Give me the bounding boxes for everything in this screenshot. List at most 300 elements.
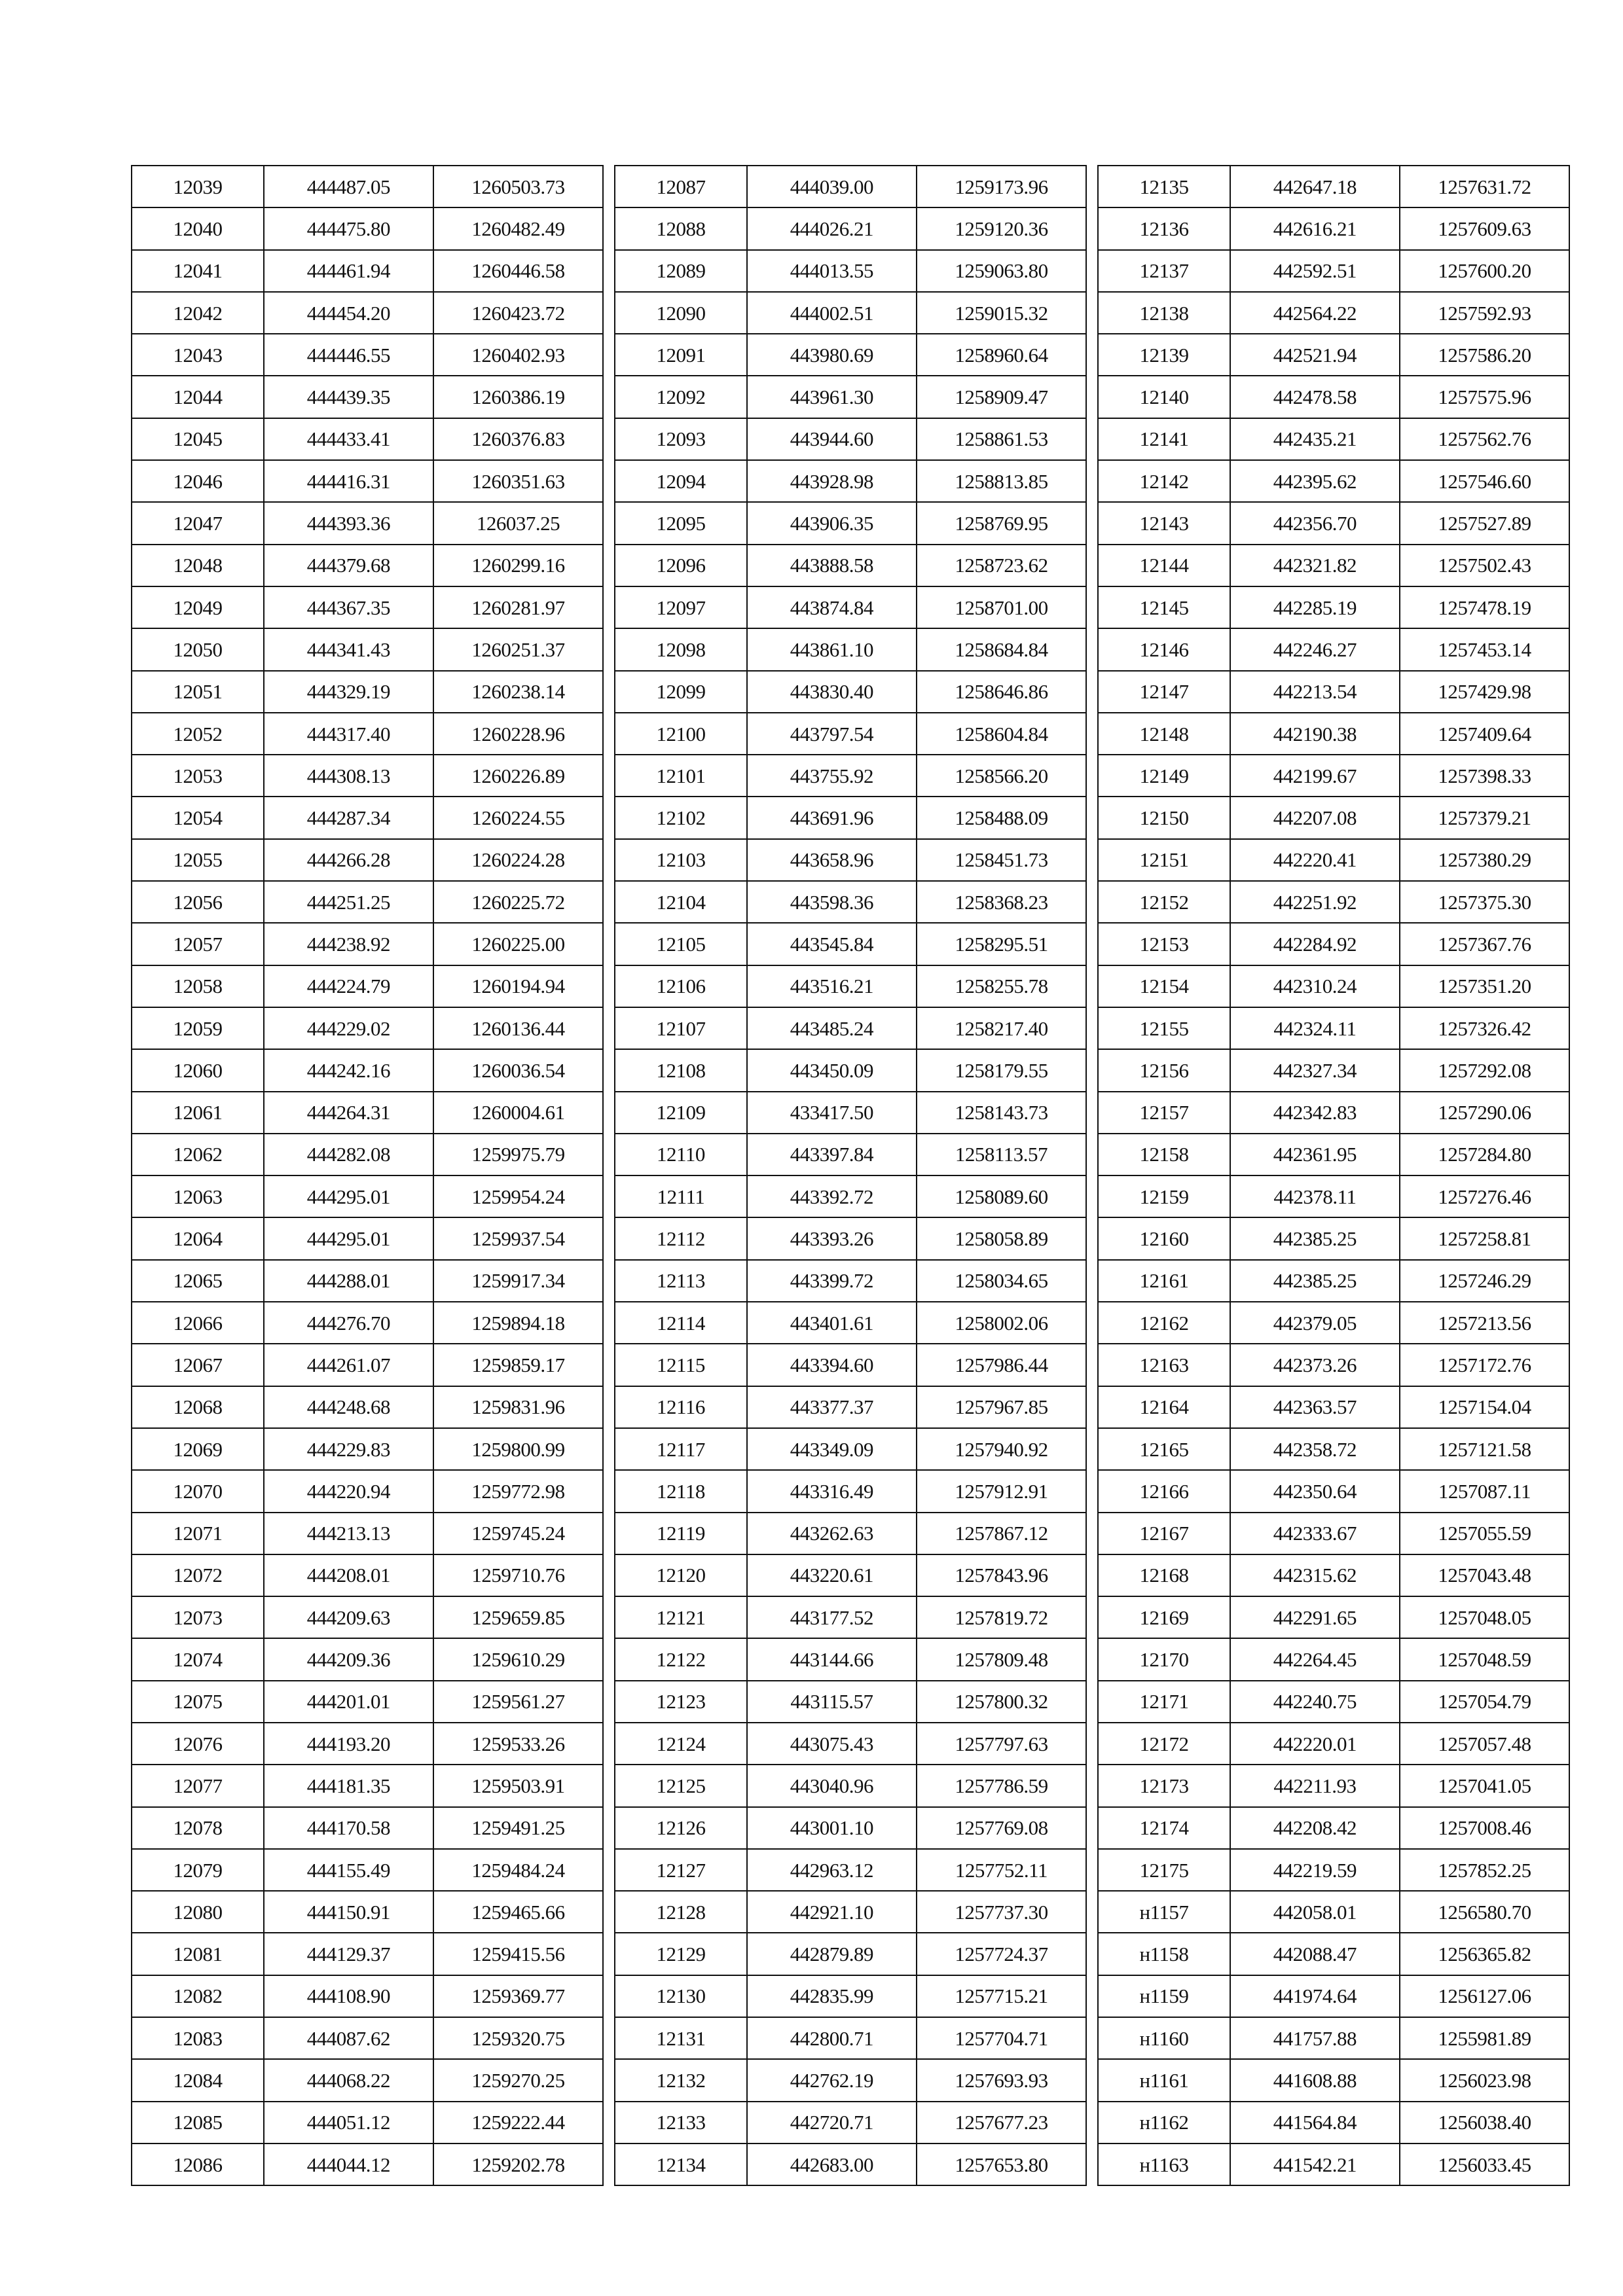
- point-number: 12133: [615, 2102, 747, 2144]
- table-row: [132, 1092, 603, 1134]
- point-number: н1163: [1098, 2144, 1230, 2185]
- table-row: [1098, 460, 1569, 502]
- coordinate-x: 444108.90: [264, 1975, 433, 2017]
- coordinate-y: 1257867.12: [917, 1513, 1086, 1554]
- table-row: [1098, 2017, 1569, 2059]
- coordinate-x: 444367.35: [264, 586, 433, 628]
- coordinate-x: 444287.34: [264, 797, 433, 838]
- table-row: [1098, 2102, 1569, 2144]
- table-row: [1098, 418, 1569, 460]
- table-row: [132, 502, 603, 544]
- table-row: [132, 1175, 603, 1217]
- table-row: [1098, 797, 1569, 838]
- table-row: [615, 2102, 1086, 2144]
- point-number: 12157: [1098, 1092, 1230, 1134]
- coordinate-x: 443545.84: [747, 923, 917, 965]
- table-row: [132, 586, 603, 628]
- coordinate-y: 1260503.73: [433, 166, 603, 207]
- coordinate-y: 1258861.53: [917, 418, 1086, 460]
- table-row: [132, 965, 603, 1007]
- coordinate-x: 442521.94: [1230, 334, 1400, 376]
- table-row: [132, 1217, 603, 1259]
- point-number: 12105: [615, 923, 747, 965]
- coordinate-y: 1257172.76: [1400, 1344, 1569, 1386]
- coordinate-x: 443516.21: [747, 965, 917, 1007]
- table-row: [132, 1386, 603, 1428]
- table-row: [1098, 250, 1569, 292]
- coordinate-y: 1257379.21: [1400, 797, 1569, 838]
- point-number: н1157: [1098, 1891, 1230, 1933]
- coordinate-y: 1256023.98: [1400, 2059, 1569, 2101]
- table-row: [615, 1765, 1086, 1806]
- table-row: [615, 671, 1086, 713]
- coordinate-x: 444242.16: [264, 1049, 433, 1091]
- coordinate-x: 444129.37: [264, 1933, 433, 1975]
- table-row: [1098, 1933, 1569, 1975]
- coordinate-y: 1257008.46: [1400, 1807, 1569, 1849]
- point-number: 12060: [132, 1049, 264, 1091]
- point-number: 12150: [1098, 797, 1230, 838]
- coordinate-y: 126037.25: [433, 502, 603, 544]
- coordinate-x: 443144.66: [747, 1638, 917, 1680]
- coordinate-y: 1259415.56: [433, 1933, 603, 1975]
- point-number: 12145: [1098, 586, 1230, 628]
- coordinate-x: 443598.36: [747, 881, 917, 923]
- point-number: 12168: [1098, 1554, 1230, 1596]
- coordinate-y: 1260194.94: [433, 965, 603, 1007]
- table-row: [615, 2144, 1086, 2185]
- point-number: 12065: [132, 1260, 264, 1302]
- table-row: [615, 1554, 1086, 1596]
- coordinate-y: 1260386.19: [433, 376, 603, 418]
- coordinate-x: 442088.47: [1230, 1933, 1400, 1975]
- table-row: [132, 923, 603, 965]
- coordinate-x: 443220.61: [747, 1554, 917, 1596]
- coordinate-x: 442315.62: [1230, 1554, 1400, 1596]
- point-number: 12172: [1098, 1723, 1230, 1765]
- table-row: [132, 1260, 603, 1302]
- coordinate-x: 443001.10: [747, 1807, 917, 1849]
- table-row: [1098, 2059, 1569, 2101]
- point-number: 12045: [132, 418, 264, 460]
- coordinate-x: 443485.24: [747, 1007, 917, 1049]
- coordinate-x: 444308.13: [264, 755, 433, 797]
- table-row: [615, 292, 1086, 334]
- point-number: 12175: [1098, 1849, 1230, 1891]
- point-number: 12102: [615, 797, 747, 838]
- coordinate-x: 444248.68: [264, 1386, 433, 1428]
- coordinate-y: 1259772.98: [433, 1470, 603, 1512]
- coordinate-x: 444266.28: [264, 839, 433, 881]
- point-number: 12087: [615, 166, 747, 207]
- coordinate-x: 443980.69: [747, 334, 917, 376]
- coordinate-block-2: [614, 165, 1087, 2186]
- point-number: 12044: [132, 376, 264, 418]
- point-number: 12126: [615, 1807, 747, 1849]
- point-number: 12107: [615, 1007, 747, 1049]
- coordinate-x: 444087.62: [264, 2017, 433, 2059]
- table-row: [615, 418, 1086, 460]
- table-row: [615, 1344, 1086, 1386]
- table-row: [1098, 1134, 1569, 1175]
- coordinate-x: 442310.24: [1230, 965, 1400, 1007]
- table-row: [1098, 1470, 1569, 1512]
- table-row: [132, 1344, 603, 1386]
- table-row: [615, 1049, 1086, 1091]
- coordinate-x: 442285.19: [1230, 586, 1400, 628]
- coordinate-x: 444208.01: [264, 1554, 433, 1596]
- table-row: [615, 1386, 1086, 1428]
- point-number: 12048: [132, 545, 264, 586]
- coordinate-y: 1257852.25: [1400, 1849, 1569, 1891]
- point-number: 12156: [1098, 1049, 1230, 1091]
- point-number: 12131: [615, 2017, 747, 2059]
- point-number: 12085: [132, 2102, 264, 2144]
- coordinate-y: 1258604.84: [917, 713, 1086, 755]
- point-number: 12083: [132, 2017, 264, 2059]
- table-row: [132, 755, 603, 797]
- coordinate-x: 442647.18: [1230, 166, 1400, 207]
- point-number: 12094: [615, 460, 747, 502]
- coordinate-x: 441564.84: [1230, 2102, 1400, 2144]
- coordinate-y: 1259484.24: [433, 1849, 603, 1891]
- coordinate-y: 1259320.75: [433, 2017, 603, 2059]
- point-number: 12097: [615, 586, 747, 628]
- coordinate-x: 444229.02: [264, 1007, 433, 1049]
- coordinate-y: 1258217.40: [917, 1007, 1086, 1049]
- table-row: [615, 1513, 1086, 1554]
- coordinate-x: 443377.37: [747, 1386, 917, 1428]
- coordinate-x: 442199.67: [1230, 755, 1400, 797]
- coordinate-y: 1257154.04: [1400, 1386, 1569, 1428]
- coordinate-y: 1257478.19: [1400, 586, 1569, 628]
- point-number: 12073: [132, 1596, 264, 1638]
- coordinate-y: 1257715.21: [917, 1975, 1086, 2017]
- coordinate-y: 1258488.09: [917, 797, 1086, 838]
- table-row: [132, 2017, 603, 2059]
- coordinate-x: 433417.50: [747, 1092, 917, 1134]
- coordinate-x: 442058.01: [1230, 1891, 1400, 1933]
- coordinate-y: 1257575.96: [1400, 376, 1569, 418]
- coordinate-x: 443874.84: [747, 586, 917, 628]
- coordinate-y: 1257704.71: [917, 2017, 1086, 2059]
- point-number: 12117: [615, 1428, 747, 1470]
- coordinate-x: 444261.07: [264, 1344, 433, 1386]
- point-number: 12166: [1098, 1470, 1230, 1512]
- table-row: [615, 2017, 1086, 2059]
- coordinate-x: 442720.71: [747, 2102, 917, 2144]
- coordinate-y: 1257967.85: [917, 1386, 1086, 1428]
- point-number: 12070: [132, 1470, 264, 1512]
- table-row: [615, 1849, 1086, 1891]
- table-row: [132, 1975, 603, 2017]
- point-number: 12128: [615, 1891, 747, 1933]
- coordinate-x: 442373.26: [1230, 1344, 1400, 1386]
- point-number: 12040: [132, 207, 264, 249]
- point-number: 12114: [615, 1302, 747, 1344]
- coordinate-x: 443861.10: [747, 628, 917, 670]
- coordinate-y: 1257284.80: [1400, 1134, 1569, 1175]
- coordinate-x: 443349.09: [747, 1428, 917, 1470]
- coordinate-y: 1260482.49: [433, 207, 603, 249]
- point-number: 12140: [1098, 376, 1230, 418]
- table-row: [132, 166, 603, 207]
- coordinate-y: 1257367.76: [1400, 923, 1569, 965]
- coordinate-x: 444264.31: [264, 1092, 433, 1134]
- coordinate-y: 1257055.59: [1400, 1513, 1569, 1554]
- coordinate-y: 1259745.24: [433, 1513, 603, 1554]
- table-row: [1098, 1681, 1569, 1723]
- coordinate-x: 444068.22: [264, 2059, 433, 2101]
- coordinate-x: 442220.01: [1230, 1723, 1400, 1765]
- coordinate-y: 1257048.59: [1400, 1638, 1569, 1680]
- table-row: [1098, 839, 1569, 881]
- table-row: [615, 1175, 1086, 1217]
- coordinate-x: 442385.25: [1230, 1217, 1400, 1259]
- coordinate-x: 444224.79: [264, 965, 433, 1007]
- coordinate-y: 1258723.62: [917, 545, 1086, 586]
- coordinate-x: 443906.35: [747, 502, 917, 544]
- coordinate-y: 1257121.58: [1400, 1428, 1569, 1470]
- coordinate-x: 442835.99: [747, 1975, 917, 2017]
- table-row: [1098, 1596, 1569, 1638]
- point-number: 12119: [615, 1513, 747, 1554]
- point-number: 12067: [132, 1344, 264, 1386]
- coordinate-y: 1259533.26: [433, 1723, 603, 1765]
- coordinate-y: 1258701.00: [917, 586, 1086, 628]
- table-row: [1098, 586, 1569, 628]
- coordinate-x: 442213.54: [1230, 671, 1400, 713]
- point-number: 12138: [1098, 292, 1230, 334]
- point-number: н1162: [1098, 2102, 1230, 2144]
- point-number: 12074: [132, 1638, 264, 1680]
- point-number: 12146: [1098, 628, 1230, 670]
- coordinate-x: 442592.51: [1230, 250, 1400, 292]
- coordinate-x: 443075.43: [747, 1723, 917, 1765]
- coordinate-y: 1260228.96: [433, 713, 603, 755]
- coordinate-y: 1257087.11: [1400, 1470, 1569, 1512]
- coordinate-x: 442208.42: [1230, 1807, 1400, 1849]
- coordinate-x: 444170.58: [264, 1807, 433, 1849]
- point-number: 12082: [132, 1975, 264, 2017]
- table-row: [1098, 1849, 1569, 1891]
- point-number: 12136: [1098, 207, 1230, 249]
- coordinate-x: 442379.05: [1230, 1302, 1400, 1344]
- point-number: 12115: [615, 1344, 747, 1386]
- point-number: 12174: [1098, 1807, 1230, 1849]
- table-row: [132, 628, 603, 670]
- table-row: [132, 376, 603, 418]
- table-row: [132, 1007, 603, 1049]
- coordinate-y: 1260226.89: [433, 755, 603, 797]
- table-row: [615, 250, 1086, 292]
- coordinate-y: 1257502.43: [1400, 545, 1569, 586]
- coordinate-y: 1258909.47: [917, 376, 1086, 418]
- coordinate-y: 1257375.30: [1400, 881, 1569, 923]
- table-row: [1098, 1217, 1569, 1259]
- coordinate-x: 444379.68: [264, 545, 433, 586]
- point-number: 12152: [1098, 881, 1230, 923]
- table-row: [1098, 545, 1569, 586]
- table-row: [615, 207, 1086, 249]
- point-number: н1161: [1098, 2059, 1230, 2101]
- coordinate-y: 1257797.63: [917, 1723, 1086, 1765]
- coordinate-y: 1257986.44: [917, 1344, 1086, 1386]
- coordinate-y: 1257246.29: [1400, 1260, 1569, 1302]
- coordinate-y: 1259659.85: [433, 1596, 603, 1638]
- coordinate-x: 444155.49: [264, 1849, 433, 1891]
- table-row: [615, 1260, 1086, 1302]
- coordinate-x: 444051.12: [264, 2102, 433, 2144]
- table-row: [132, 1302, 603, 1344]
- coordinate-y: 1256127.06: [1400, 1975, 1569, 2017]
- point-number: 12089: [615, 250, 747, 292]
- point-number: 12109: [615, 1092, 747, 1134]
- coordinate-y: 1259465.66: [433, 1891, 603, 1933]
- table-row: [615, 923, 1086, 965]
- coordinate-y: 1257600.20: [1400, 250, 1569, 292]
- point-number: 12059: [132, 1007, 264, 1049]
- coordinate-y: 1259859.17: [433, 1344, 603, 1386]
- table-row: [132, 881, 603, 923]
- point-number: 12103: [615, 839, 747, 881]
- coordinate-y: 1257276.46: [1400, 1175, 1569, 1217]
- coordinate-x: 442358.72: [1230, 1428, 1400, 1470]
- point-number: 12052: [132, 713, 264, 755]
- coordinate-y: 1260225.00: [433, 923, 603, 965]
- coordinate-y: 1260299.16: [433, 545, 603, 586]
- coordinate-y: 1258113.57: [917, 1134, 1086, 1175]
- point-number: 12079: [132, 1849, 264, 1891]
- point-number: 12129: [615, 1933, 747, 1975]
- point-number: 12068: [132, 1386, 264, 1428]
- table-row: [132, 671, 603, 713]
- coordinate-y: 1258089.60: [917, 1175, 1086, 1217]
- coordinate-x: 442251.92: [1230, 881, 1400, 923]
- coordinate-x: 442333.67: [1230, 1513, 1400, 1554]
- coordinate-y: 1258769.95: [917, 502, 1086, 544]
- coordinate-x: 442395.62: [1230, 460, 1400, 502]
- coordinate-y: 1258034.65: [917, 1260, 1086, 1302]
- point-number: 12058: [132, 965, 264, 1007]
- point-number: 12164: [1098, 1386, 1230, 1428]
- coordinate-x: 444209.36: [264, 1638, 433, 1680]
- point-number: 12141: [1098, 418, 1230, 460]
- table-row: [132, 1596, 603, 1638]
- coordinate-x: 441757.88: [1230, 2017, 1400, 2059]
- point-number: 12090: [615, 292, 747, 334]
- point-number: 12170: [1098, 1638, 1230, 1680]
- coordinate-y: 1257592.93: [1400, 292, 1569, 334]
- point-number: 12110: [615, 1134, 747, 1175]
- coordinate-y: 1257398.33: [1400, 755, 1569, 797]
- table-row: [1098, 376, 1569, 418]
- coordinate-y: 1260351.63: [433, 460, 603, 502]
- coordinate-y: 1257769.08: [917, 1807, 1086, 1849]
- coordinate-y: 1257609.63: [1400, 207, 1569, 249]
- coordinate-y: 1257258.81: [1400, 1217, 1569, 1259]
- table-row: [1098, 1513, 1569, 1554]
- coordinate-x: 442284.92: [1230, 923, 1400, 965]
- coordinate-y: 1258295.51: [917, 923, 1086, 965]
- table-row: [1098, 1049, 1569, 1091]
- point-number: 12061: [132, 1092, 264, 1134]
- table-row: [132, 460, 603, 502]
- coordinate-x: 442291.65: [1230, 1596, 1400, 1638]
- coordinate-x: 442921.10: [747, 1891, 917, 1933]
- point-number: 12163: [1098, 1344, 1230, 1386]
- table-row: [615, 166, 1086, 207]
- point-number: 12139: [1098, 334, 1230, 376]
- coordinate-y: 1259894.18: [433, 1302, 603, 1344]
- coordinate-x: 442879.89: [747, 1933, 917, 1975]
- table-row: [132, 1638, 603, 1680]
- coordinate-x: 443961.30: [747, 376, 917, 418]
- point-number: 12123: [615, 1681, 747, 1723]
- coordinate-y: 1260238.14: [433, 671, 603, 713]
- table-row: [132, 1513, 603, 1554]
- coordinate-y: 1257631.72: [1400, 166, 1569, 207]
- table-row: [1098, 1007, 1569, 1049]
- table-row: [615, 755, 1086, 797]
- table-row: [615, 1723, 1086, 1765]
- table-row: [615, 1217, 1086, 1259]
- point-number: 12162: [1098, 1302, 1230, 1344]
- point-number: 12088: [615, 207, 747, 249]
- coordinate-y: 1259831.96: [433, 1386, 603, 1428]
- table-row: [132, 1428, 603, 1470]
- point-number: 12108: [615, 1049, 747, 1091]
- coordinate-x: 444229.83: [264, 1428, 433, 1470]
- point-number: 12144: [1098, 545, 1230, 586]
- table-row: [1098, 628, 1569, 670]
- coordinate-x: 444329.19: [264, 671, 433, 713]
- table-row: [615, 839, 1086, 881]
- coordinate-x: 443755.92: [747, 755, 917, 797]
- coordinate-x: 443392.72: [747, 1175, 917, 1217]
- table-row: [615, 1302, 1086, 1344]
- coordinate-x: 444181.35: [264, 1765, 433, 1806]
- table-row: [132, 2059, 603, 2101]
- point-number: 12167: [1098, 1513, 1230, 1554]
- point-number: 12111: [615, 1175, 747, 1217]
- point-number: 12161: [1098, 1260, 1230, 1302]
- coordinate-x: 443928.98: [747, 460, 917, 502]
- coordinate-y: 1257562.76: [1400, 418, 1569, 460]
- coordinate-y: 1260423.72: [433, 292, 603, 334]
- coordinate-y: 1257843.96: [917, 1554, 1086, 1596]
- coordinate-y: 1257429.98: [1400, 671, 1569, 713]
- coordinate-x: 442327.34: [1230, 1049, 1400, 1091]
- coordinate-x: 442211.93: [1230, 1765, 1400, 1806]
- coordinate-y: 1257546.60: [1400, 460, 1569, 502]
- coordinate-y: 1259503.91: [433, 1765, 603, 1806]
- coordinate-x: 444475.80: [264, 207, 433, 249]
- coordinate-y: 1260004.61: [433, 1092, 603, 1134]
- point-number: 12043: [132, 334, 264, 376]
- table-row: [132, 1723, 603, 1765]
- coordinate-y: 1259491.25: [433, 1807, 603, 1849]
- table-row: [615, 965, 1086, 1007]
- table-row: [132, 1849, 603, 1891]
- coordinate-y: 1258002.06: [917, 1302, 1086, 1344]
- point-number: 12159: [1098, 1175, 1230, 1217]
- table-row: [132, 1554, 603, 1596]
- table-row: [1098, 292, 1569, 334]
- point-number: 12112: [615, 1217, 747, 1259]
- coordinate-x: 444013.55: [747, 250, 917, 292]
- table-row: [615, 376, 1086, 418]
